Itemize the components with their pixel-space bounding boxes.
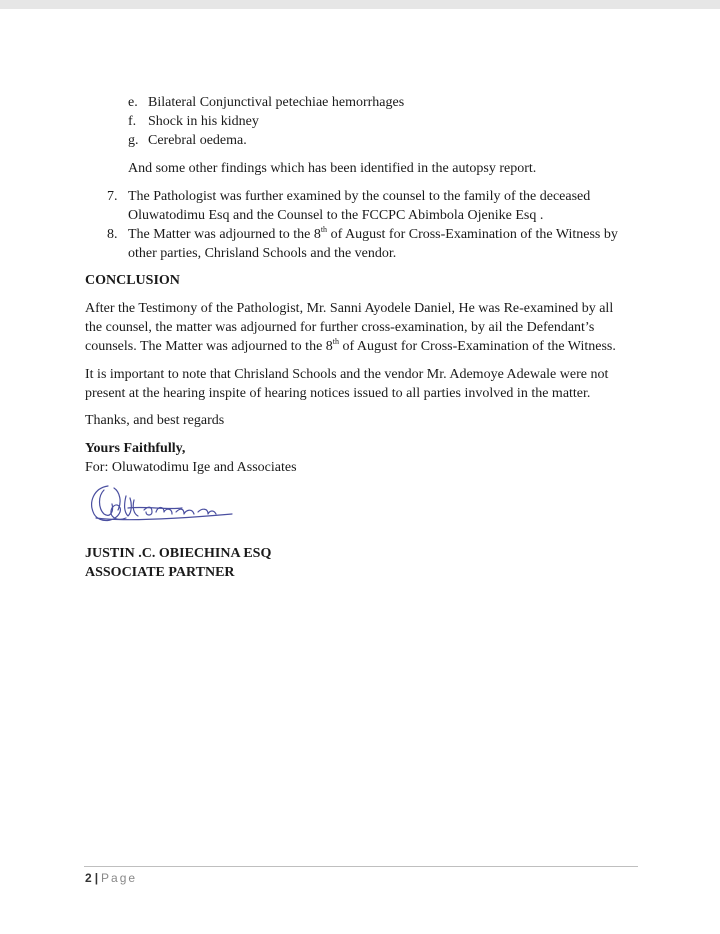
list-item-marker: 7. [107, 189, 118, 204]
list-item: Bilateral Conjunctival petechiae hemorrhages [148, 95, 405, 110]
footer-separator: | [94, 871, 99, 885]
conclusion-line-3: counsels. The Matter was adjourned to the 8th of August for Cross-Examination of the Witness. [85, 337, 616, 354]
signatory-title: ASSOCIATE PARTNER [85, 565, 235, 580]
signatory-name: JUSTIN .C. OBIECHINA ESQ [85, 546, 272, 561]
item-7-line-2: Oluwatodimu Esq and the Counsel to the FCCPC Abimbola Ojenike Esq . [128, 208, 544, 223]
note-line-2: present at the hearing inspite of hearing notices issued to all parties involved in the matter. [85, 386, 591, 401]
thanks-line: Thanks, and best regards [85, 413, 225, 428]
for-line: For: Oluwatodimu Ige and Associates [85, 460, 297, 475]
page-label: Page [101, 871, 138, 885]
list-item: Cerebral oedema. [148, 133, 247, 148]
footer-divider [84, 866, 638, 867]
list-item: Shock in his kidney [148, 114, 259, 129]
conclusion-heading: CONCLUSION [85, 273, 180, 288]
closing-line: Yours Faithfully, [85, 441, 186, 456]
item-8-line-1: The Matter was adjourned to the 8th of August for Cross-Examination of the Witness by [128, 225, 618, 242]
page-footer [85, 870, 137, 886]
conclusion-line-1: After the Testimony of the Pathologist, Mr. Sanni Ayodele Daniel, He was Re-examined by all [85, 301, 614, 316]
list-item-marker: f. [128, 114, 137, 129]
note-line-1: It is important to note that Chrisland Schools and the vendor Mr. Ademoye Adewale were not [85, 367, 609, 382]
list-item-marker: g. [128, 133, 139, 148]
signature-image [86, 478, 246, 528]
page-number: 2 [85, 871, 92, 885]
conclusion-line-2: the counsel, the matter was adjourned for further cross-examination, by ail the Defendant’s [85, 320, 595, 335]
list-item-marker: e. [128, 95, 138, 110]
findings-note: And some other findings which has been identified in the autopsy report. [128, 161, 537, 176]
list-item-marker: 8. [107, 227, 118, 242]
item-8-line-2: other parties, Chrisland Schools and the vendor. [128, 246, 397, 261]
item-7-line-1: The Pathologist was further examined by the counsel to the family of the deceased [128, 189, 591, 204]
